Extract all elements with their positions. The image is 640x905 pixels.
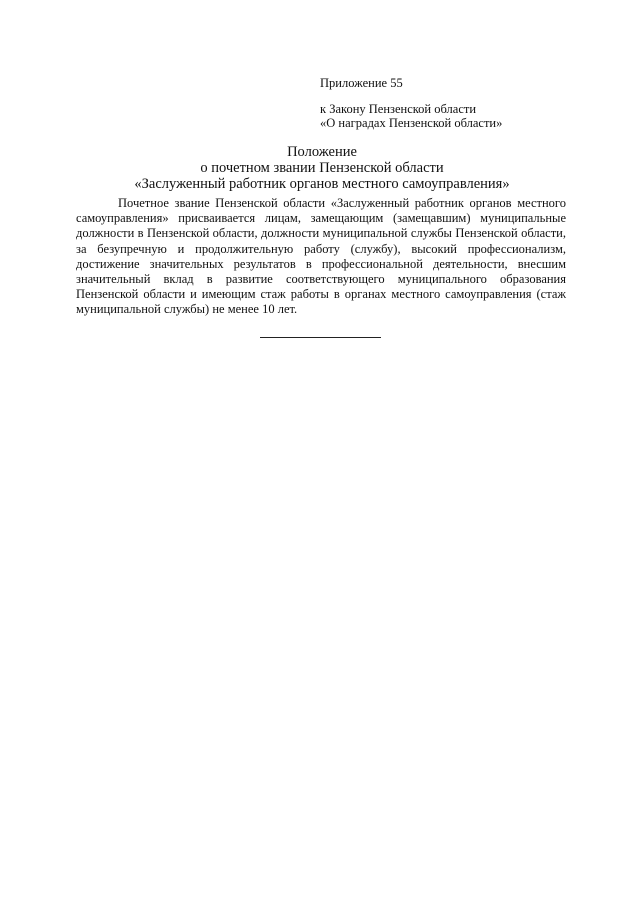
title-line-2: о почетном звании Пензенской области <box>200 160 444 176</box>
law-reference-line-2: «О наградах Пензенской области» <box>320 116 503 130</box>
title-line-3: «Заслуженный работник органов местного самоуправления» <box>134 176 510 192</box>
document-title <box>80 144 564 192</box>
law-reference-line-1: к Закону Пензенской области <box>320 102 477 116</box>
body-paragraph: Почетное звание Пензенской области «Заслуженный работник органов местного самоуправления» присваивается лицам, замещающим (замещавшим) муниципальные должности в Пензенской области, должности муниципальной службы Пензенской области, за безупречную и продолжительную работу (службу), высокий профессионализм, достижение значительных результатов в профессиональной деятельности, внесшим значительный вклад в развитие соответствующего муниципального образования Пензенской области и имеющим стаж работы в органах местного самоуправления (стаж муниципальной службы) не менее 10 лет. <box>76 196 566 317</box>
appendix-number: Приложение 55 <box>320 76 403 90</box>
end-separator-line <box>260 337 381 338</box>
title-line-1: Положение <box>287 144 357 160</box>
appendix-header <box>320 76 570 130</box>
